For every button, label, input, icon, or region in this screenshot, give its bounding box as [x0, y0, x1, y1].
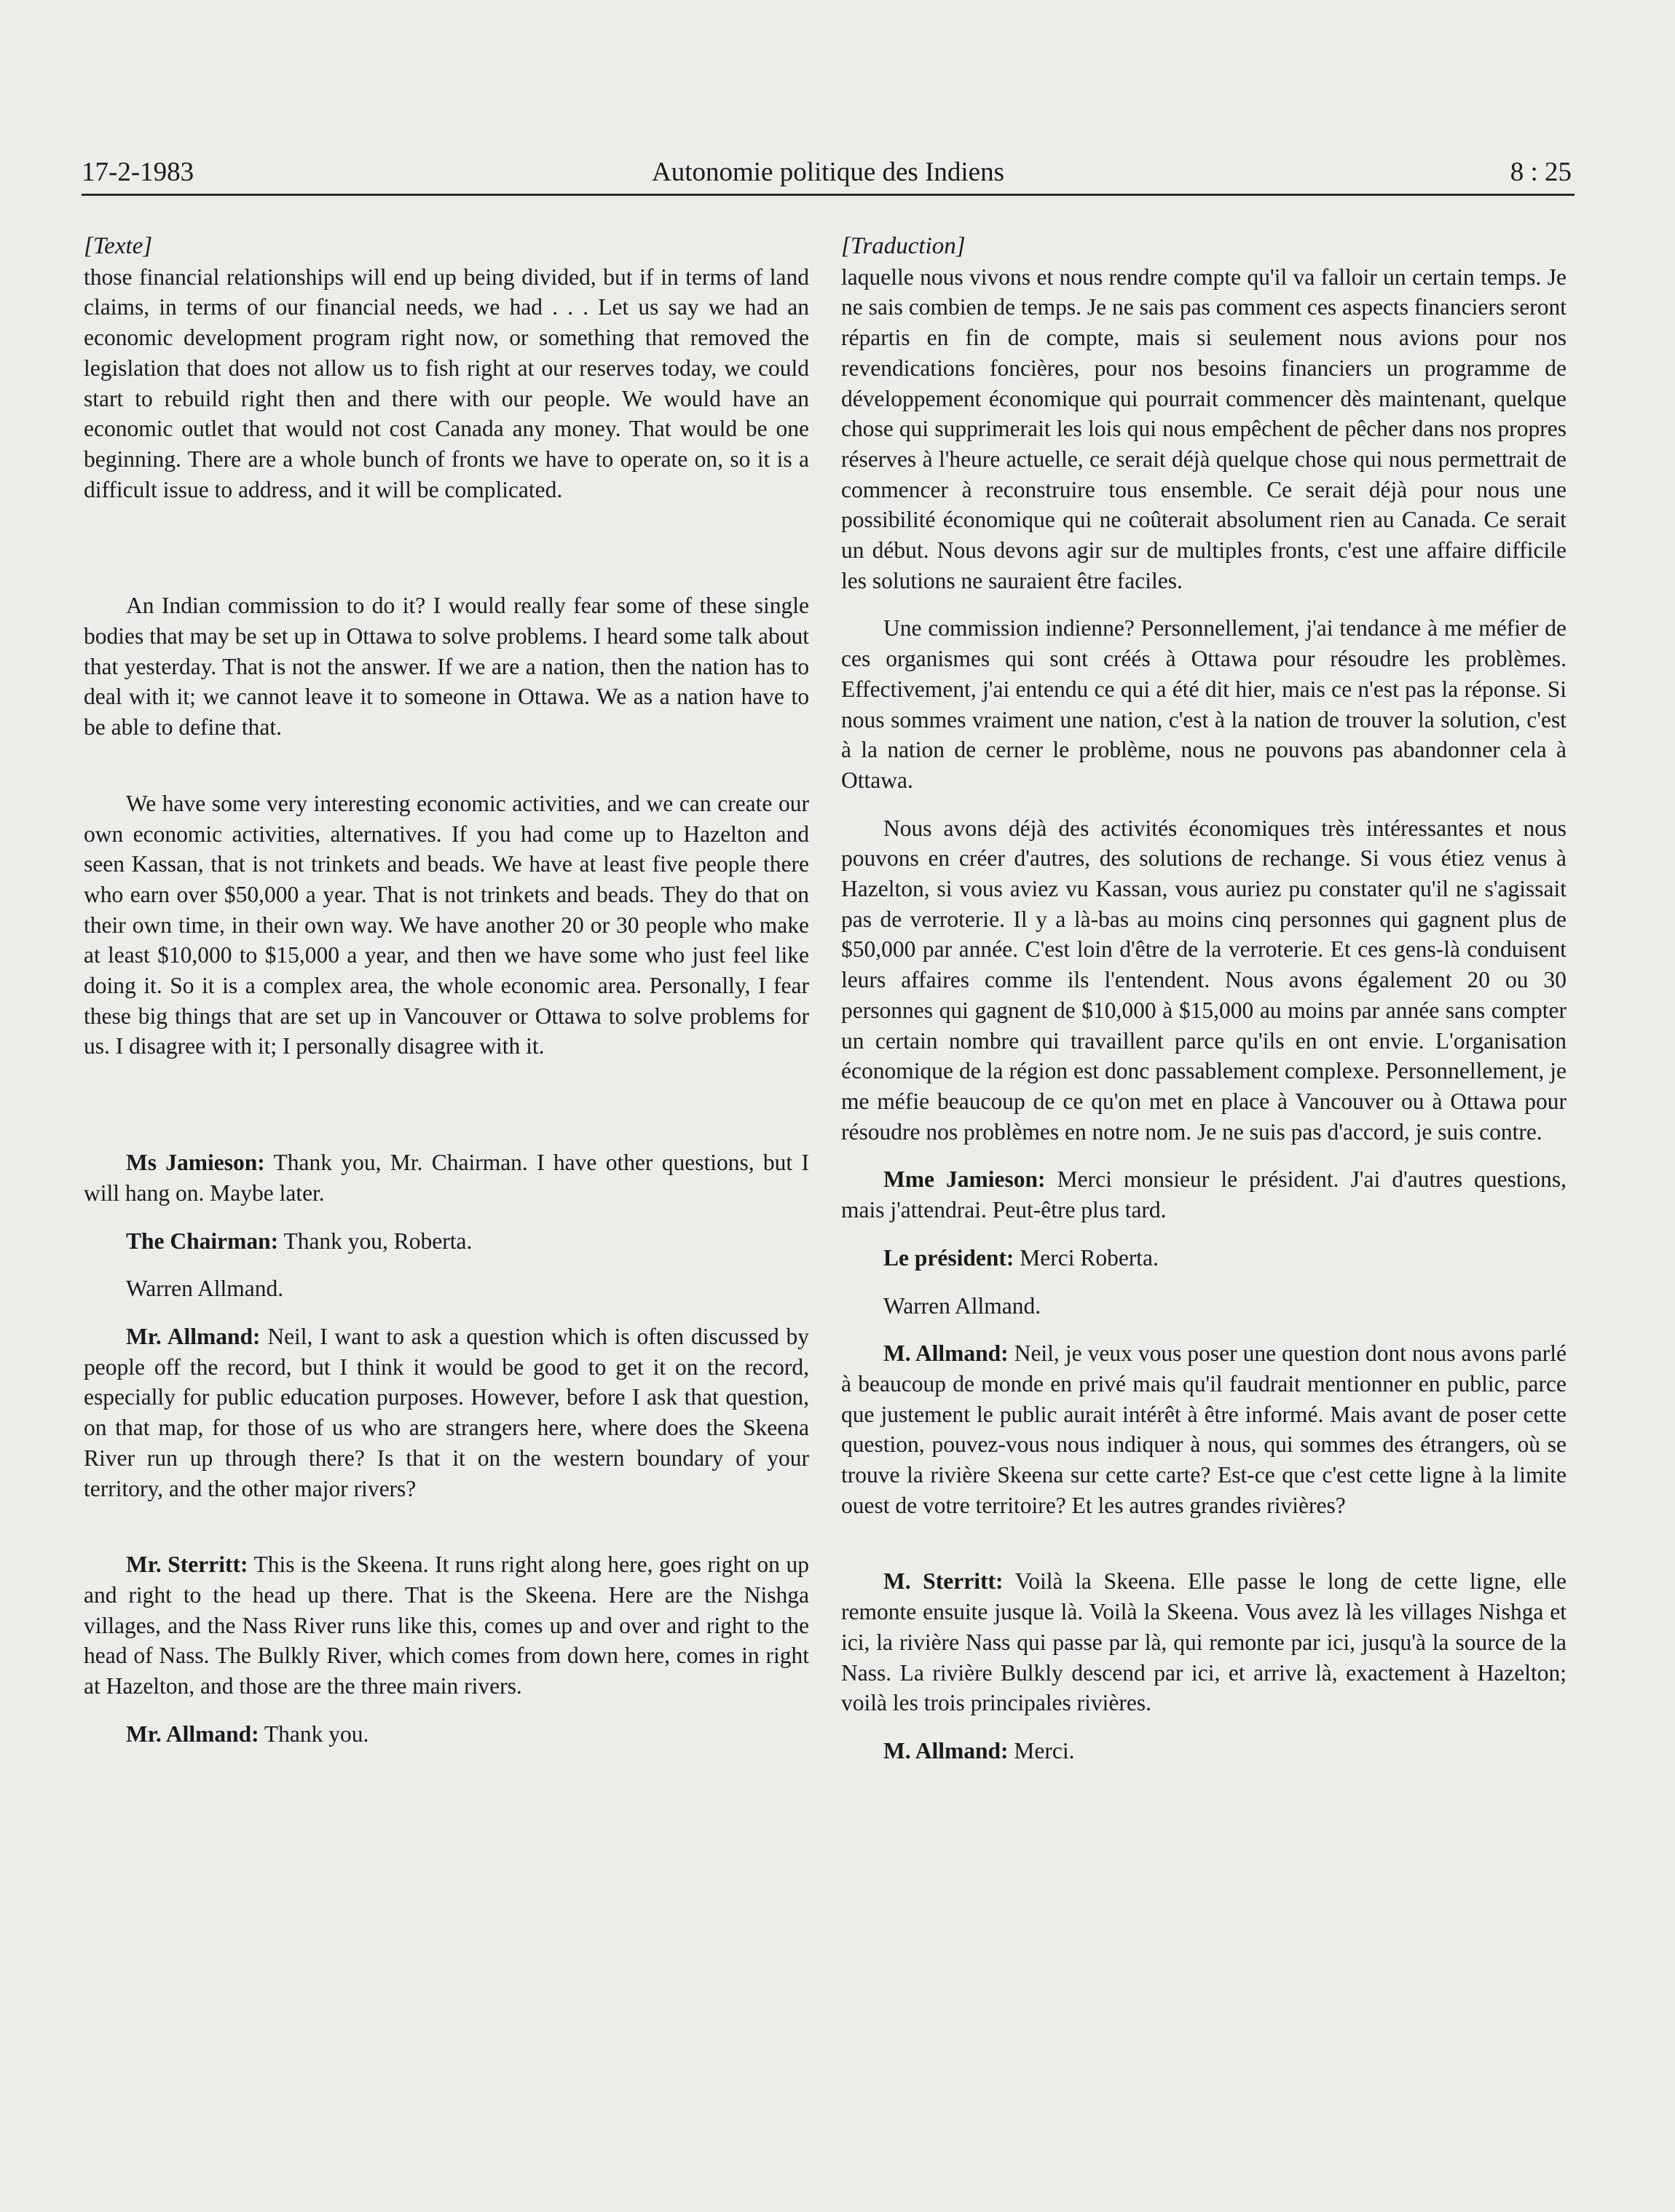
paragraph: laquelle nous vivons et nous rendre compte qu'il va falloir un certain temps. Je ne sais combien de temps. Je ne sais pas comment ces aspects financiers seront répartis en fin de compte, mais si seulement nous avions pour nos revendications foncières, pour nos besoins financiers un programme de développement économique qui pourrait commencer dès maintenant, quelque chose qui supprimerait les lois qui nous empêchent de pêcher dans nos propres réserves à l'heure actuelle, ce serait déjà quelque chose qui nous permettrait de commencer à reconstruire tous ensemble. Ce serait déjà pour nous une possibilité économique qui ne coûterait absolument rien au Canada. Ce serait un début. Nous devons agir sur de multiples fronts, c'est une affaire difficile les solutions ne sauraient être faciles. — [841, 264, 1566, 593]
header-page-number: 8 : 25 — [1510, 157, 1572, 187]
paragraph: Une commission indienne? Personnellement, j'ai tendance à me méfier de ces organismes qui sont créés à Ottawa pour résoudre les problèmes. Effectivement, j'ai entendu ce qui a été dit hier, mais ce n'est pas la réponse. Si nous sommes vraiment une nation, c'est à la nation de trouver la solution, c'est à la nation de cerner le problème, nous ne pouvons pas abandonner cela à Ottawa. — [841, 615, 1566, 793]
speech-text: Thank you. — [259, 1721, 369, 1747]
paragraph: Warren Allmand. — [126, 1276, 284, 1302]
speech-text: Merci monsieur le président. J'ai d'autres questions, mais j'attendrai. Peut-être plus tard. — [841, 1166, 1566, 1223]
french-column — [841, 232, 1566, 1766]
header-title: Autonomie politique des Indiens — [651, 157, 1005, 187]
paragraph: Warren Allmand. — [883, 1292, 1041, 1319]
speaker-name: Le président: — [883, 1244, 1014, 1271]
speech-text: Voilà la Skeena. Elle passe le long de cette ligne, elle remonte ensuite jusque là. Voilà la Skeena. Vous avez là les villages Nishga et ici, la rivière Nass qui passe par là, qui remonte par ici, jusqu'à la source de la Nass. La rivière Bulkly descend par ici, et arrive là, exactement à Hazelton; voilà les trois principales rivières. — [841, 1568, 1567, 1716]
speaker-name: M. Sterritt: — [883, 1568, 1004, 1595]
column-tag: [Texte] — [84, 233, 153, 259]
column-tag: [Traduction] — [841, 233, 966, 259]
speaker-name: M. Allmand: — [883, 1737, 1009, 1763]
paragraph: We have some very interesting economic activities, and we can create our own economic activities, alternatives. If you had come up to Hazelton and seen Kassan, that is not trinkets and beads. We have at least five people there who earn over $50,000 a year. That is not trinkets and beads. They do that on their own time, in their own way. We have another 20 or 30 people who make at least $10,000 to $15,000 a year, and then we have some who just feel like doing it. So it is a complex area, the whole economic area. Personally, I fear these big things that are set up in Vancouver or Ottawa to solve problems for us. I disagree with it; I personally disagree with it. — [84, 790, 809, 1059]
speaker-paragraph — [841, 1164, 1566, 1225]
speech-text: Neil, je veux vous poser une question dont nous avons parlé à beaucoup de monde en privé mais qu'il faudrait mentionner en public, parce que justement le public aurait intérêt à être informé. Mais avant de poser cette question, pouvez-vous nous indiquer à nous, qui sommes des étrangers, où se trouve la rivière Skeena sur cette carte? Est-ce que c'est cette ligne à la limite ouest de votre territoire? Et les autres grandes rivières? — [841, 1340, 1566, 1518]
paragraph: those financial relationships will end up being divided, but if in terms of land claims, in terms of our financial needs, we had . . . Let us say we had an economic development program right now, or something that removed the legislation that does not allow us to fish right at our reserves today, we could start to rebuild right then and there with our people. We would have an economic outlet that would not cost Canada any money. That would be one beginning. There are a whole bunch of fronts we have to operate on, so it is a difficult issue to address, and it will be complicated. — [84, 264, 809, 502]
speech-text: Thank you, Roberta. — [278, 1228, 473, 1254]
speaker-paragraph — [841, 1338, 1566, 1520]
speaker-name: The Chairman: — [126, 1228, 279, 1254]
speech-text: Thank you, Mr. Chairman. I have other questions, but I will hang on. Maybe later. — [84, 1150, 809, 1206]
speech-text: Merci. — [1008, 1737, 1075, 1763]
speaker-paragraph — [84, 1148, 809, 1208]
paragraph: Nous avons déjà des activités économiques très intéressantes et nous pouvons en créer d'autres, des solutions de rechange. Si vous étiez venus à Hazelton, si vous aviez vu Kassan, vous auriez pu constater qu'il ne s'agissait pas de verroterie. Il y a là-bas au moins cinq personnes qui gagnent plus de $50,000 par année. C'est loin d'être de la verroterie. Et ces gens-là conduisent leurs affaires comme ils l'entendent. Nous avons également 20 ou 30 personnes qui gagnent de $10,000 à $15,000 au moins par année sans compter un certain nombre qui travaillent parce qu'ils en ont envie. L'organisation économique de la région est donc passablement complexe. Personnellement, je me méfie beaucoup de ce qu'on met en place à Vancouver ou à Ottawa pour résoudre nos problèmes en notre nom. Je ne suis pas d'accord, je suis contre. — [841, 815, 1566, 1145]
speaker-paragraph — [84, 1549, 809, 1702]
speaker-name: Ms Jamieson: — [126, 1150, 265, 1176]
speech-text: Neil, I want to ask a question which is often discussed by people off the record, but I think it would be good to get it on the record, especially for public education purposes. However, before I ask that question, on that map, for those of us who are strangers here, where does the Skeena River run up through there? Is that it on the western boundary of your territory, and the other major rivers? — [84, 1323, 810, 1501]
running-header — [82, 159, 1574, 196]
paragraph: An Indian commission to do it? I would really fear some of these single bodies that may be set up in Ottawa to solve problems. I heard some talk about that yesterday. That is not the answer. If we are a nation, then the nation has to deal with it; we cannot leave it to someone in Ottawa. We as a nation have to be able to define that. — [84, 593, 809, 740]
header-date: 17-2-1983 — [82, 157, 194, 187]
speaker-name: Mr. Allmand: — [126, 1721, 259, 1747]
speaker-paragraph — [84, 1719, 809, 1750]
speech-text: Merci Roberta. — [1014, 1244, 1159, 1271]
speaker-name: Mr. Allmand: — [126, 1323, 261, 1349]
speaker-paragraph — [84, 1322, 809, 1504]
speaker-name: M. Allmand: — [883, 1340, 1009, 1367]
speaker-paragraph — [841, 1243, 1566, 1273]
speaker-name: Mme Jamieson: — [883, 1166, 1046, 1193]
speaker-paragraph — [841, 1566, 1566, 1718]
english-column — [84, 232, 809, 1749]
speech-text: This is the Skeena. It runs right along here, goes right on up and right to the head up there. That is the Skeena. Here are the Nishga villages, and the Nass River runs like this, comes up and over and right to the head of Nass. The Bulkly River, which comes from down here, comes in right at Hazelton, and those are the three main rivers. — [84, 1552, 809, 1699]
speaker-name: Mr. Sterritt: — [126, 1552, 248, 1578]
speaker-paragraph — [841, 1736, 1566, 1766]
speaker-paragraph — [84, 1226, 809, 1257]
